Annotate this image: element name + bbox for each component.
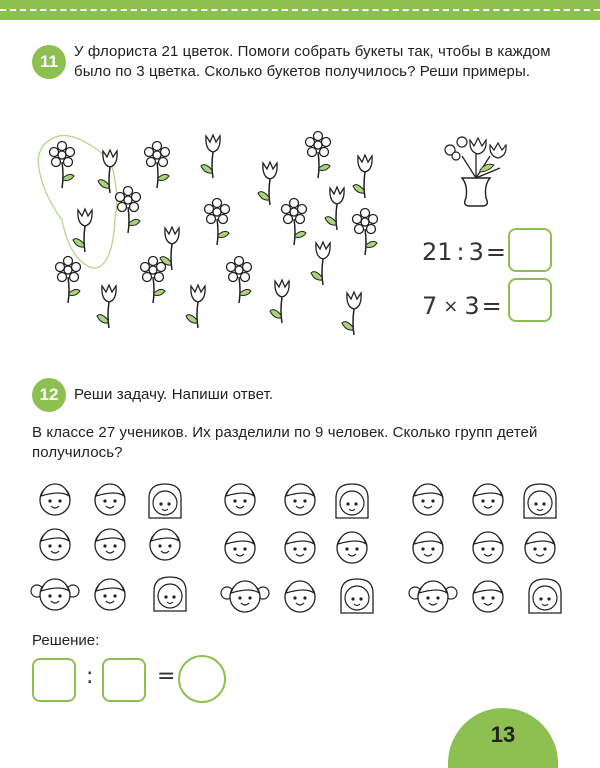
task-11-text: У флориста 21 цветок. Помоги собрать букеты так, чтобы в каждом было по 3 цветка. Сколько букетов получилось? Реши примеры.	[74, 43, 551, 80]
task-12-heading: Реши задачу. Напиши ответ.	[74, 386, 274, 403]
solution-colon: :	[86, 664, 94, 689]
task-12-problem: В классе 27 учеников. Их разделили по 9 человек. Сколько групп детей получилось?	[32, 424, 538, 461]
solution-equals: =	[157, 664, 176, 689]
eq2-left: 7	[422, 292, 438, 320]
eq1-operator: :	[456, 238, 465, 266]
page-number: 13	[490, 722, 516, 747]
solution-label: Решение:	[32, 632, 100, 649]
eq1-left: 21	[422, 238, 453, 266]
eq1-equals: =	[485, 238, 507, 266]
eq1-right: 3	[468, 238, 484, 266]
task-11-badge: 11	[32, 45, 66, 79]
dividend-answer-box[interactable]	[32, 658, 76, 702]
eq2-operator: ×	[443, 295, 459, 317]
task-12-badge: 12	[32, 378, 66, 412]
eq2-equals: =	[481, 292, 502, 320]
result-answer-circle[interactable]	[178, 655, 226, 703]
divisor-answer-box[interactable]	[102, 658, 146, 702]
eq2-right: 3	[464, 292, 480, 320]
